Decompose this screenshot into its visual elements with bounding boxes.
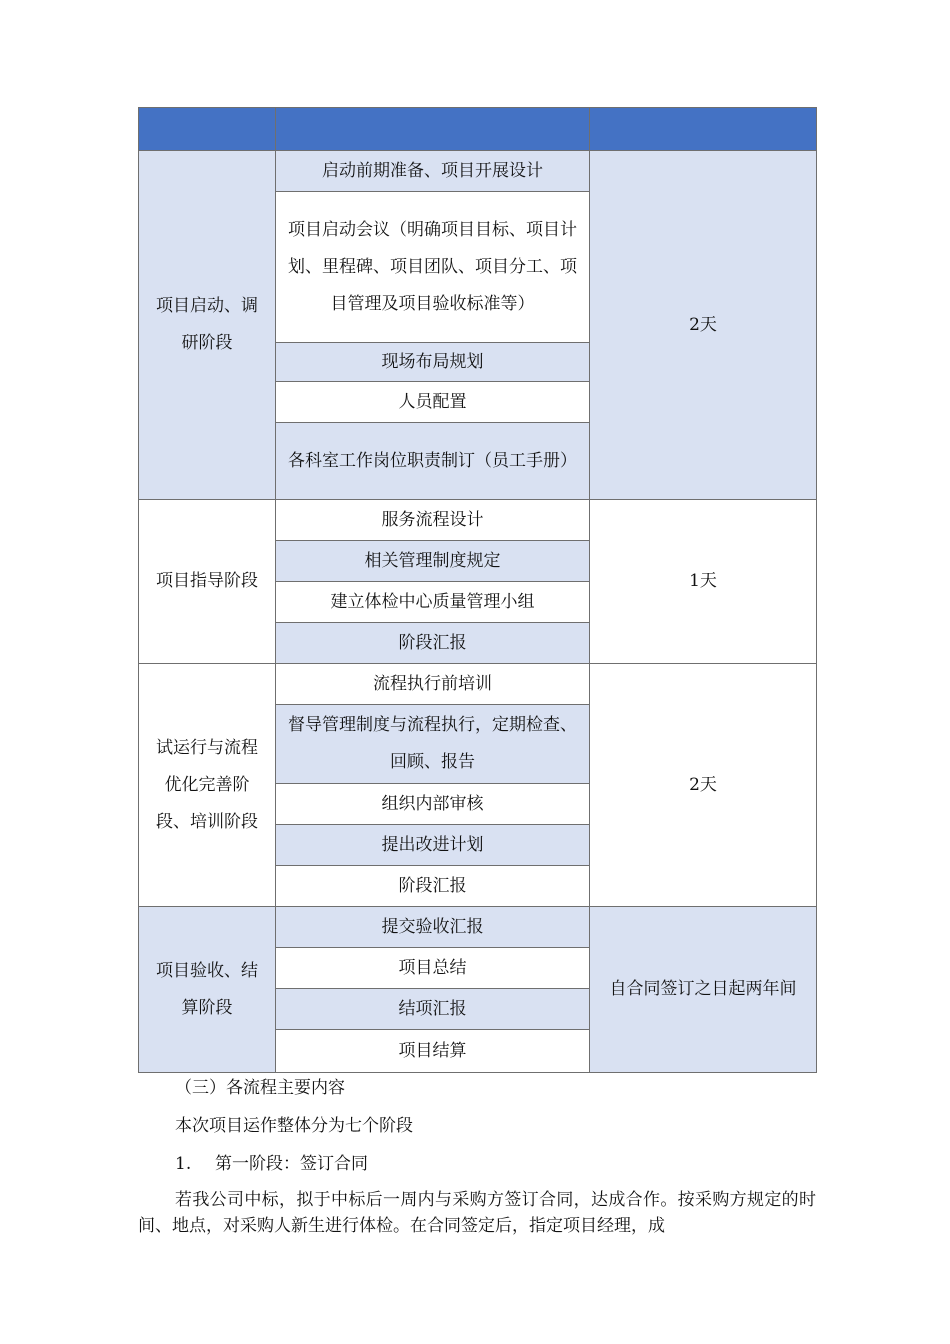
task-cell: 建立体检中心质量管理小组 [276, 582, 590, 623]
header-cell-phase [139, 108, 276, 151]
task-cell: 各科室工作岗位职责制订（员工手册） [276, 423, 590, 500]
table-header-row [139, 108, 817, 151]
intro-text: 本次项目运作整体分为七个阶段 [175, 1116, 413, 1136]
task-cell: 启动前期准备、项目开展设计 [276, 151, 590, 192]
duration-cell: 2天 [590, 664, 817, 907]
duration-cell: 自合同签订之日起两年间 [590, 907, 817, 1073]
step-heading [175, 1153, 853, 1175]
task-cell: 提交验收汇报 [276, 907, 590, 948]
task-cell: 阶段汇报 [276, 623, 590, 664]
task-cell: 阶段汇报 [276, 866, 590, 907]
header-cell-duration [590, 108, 817, 151]
phase-cell: 项目指导阶段 [139, 500, 276, 664]
section-heading: （三）各流程主要内容 [175, 1078, 345, 1098]
task-cell: 结项汇报 [276, 989, 590, 1030]
task-cell: 项目启动会议（明确项目目标、项目计划、里程碑、项目团队、项目分工、项目管理及项目验收标准等） [276, 192, 590, 343]
phase-cell: 试运行与流程优化完善阶段、培训阶段 [139, 664, 276, 907]
step-number: 1. [175, 1154, 192, 1174]
task-cell: 项目结算 [276, 1030, 590, 1073]
body-paragraph: 若我公司中标，拟于中标后一周内与采购方签订合同，达成合作。按采购方规定的时间、地点，对采购人新生进行体检。在合同签定后，指定项目经理，成 [138, 1190, 816, 1236]
table-row [139, 664, 817, 705]
duration-cell: 1天 [590, 500, 817, 664]
task-cell: 督导管理制度与流程执行，定期检查、回顾、报告 [276, 705, 590, 784]
header-cell-content [276, 108, 590, 151]
phase-cell: 项目启动、调研阶段 [139, 151, 276, 500]
task-cell: 服务流程设计 [276, 500, 590, 541]
phase-cell: 项目验收、结算阶段 [139, 907, 276, 1073]
task-cell: 人员配置 [276, 382, 590, 423]
duration-cell: 2天 [590, 151, 817, 500]
table-row [139, 907, 817, 948]
task-cell: 现场布局规划 [276, 343, 590, 382]
task-cell: 项目总结 [276, 948, 590, 989]
table-row [139, 151, 817, 192]
task-cell: 相关管理制度规定 [276, 541, 590, 582]
task-cell: 组织内部审核 [276, 784, 590, 825]
task-cell: 提出改进计划 [276, 825, 590, 866]
step-title: 第一阶段：签订合同 [215, 1154, 368, 1174]
task-cell: 流程执行前培训 [276, 664, 590, 705]
table-row [139, 500, 817, 541]
schedule-table [138, 107, 817, 1073]
